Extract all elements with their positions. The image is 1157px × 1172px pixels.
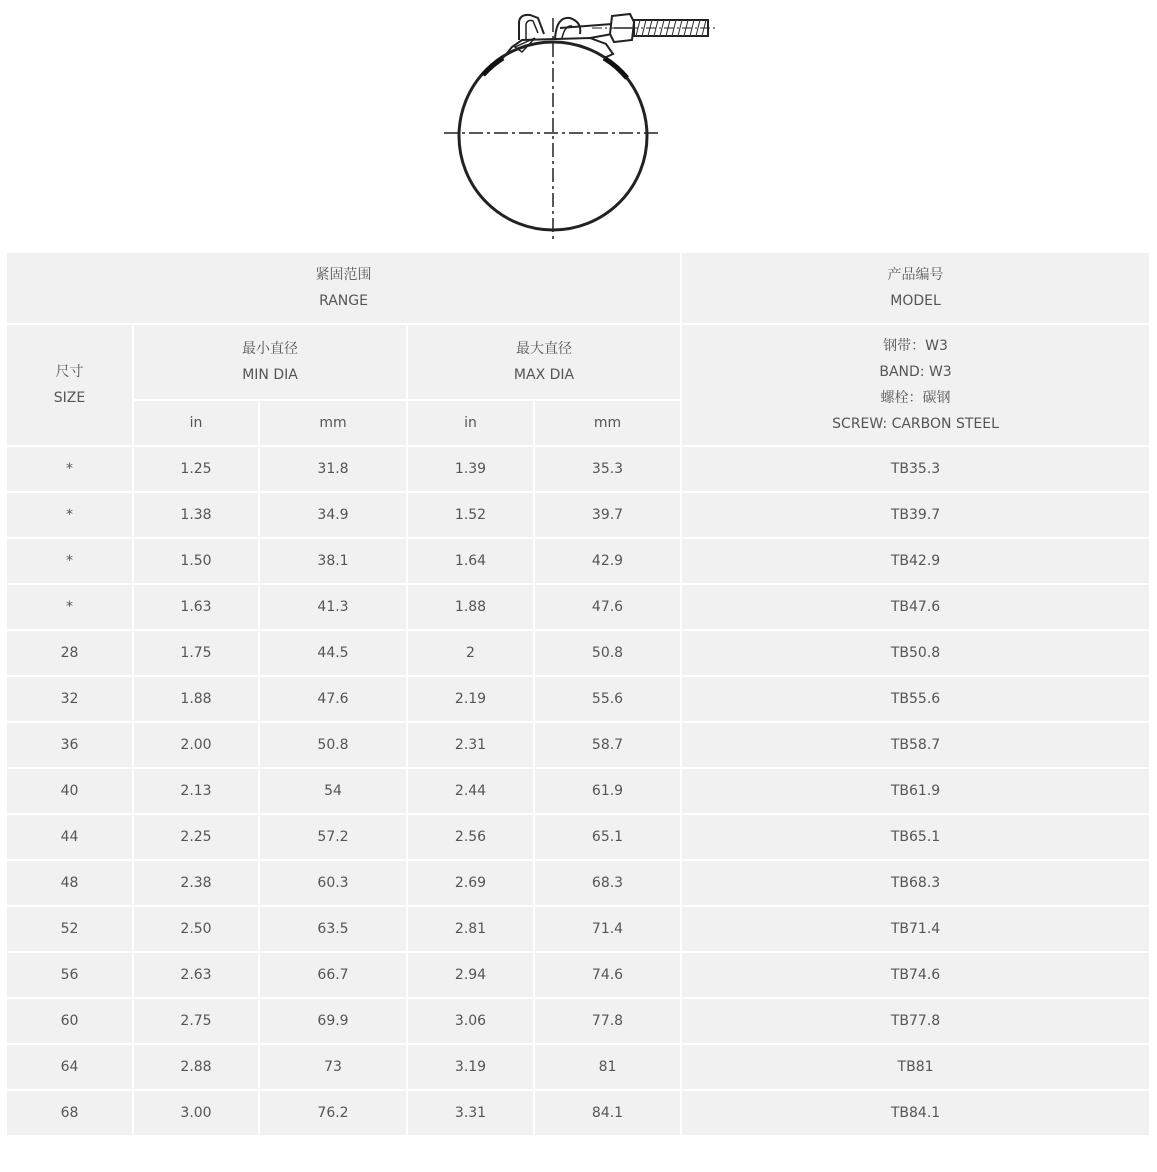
cell-model: TB39.7	[681, 492, 1150, 538]
material-header	[681, 324, 1150, 446]
min-dia-label-en: MIN DIA	[242, 367, 298, 383]
cell-max-mm: 55.6	[534, 676, 681, 722]
cell-min-mm: 69.9	[259, 998, 407, 1044]
min-dia-header	[133, 324, 407, 400]
cell-model: TB71.4	[681, 906, 1150, 952]
cell-max-mm: 77.8	[534, 998, 681, 1044]
table-row	[6, 492, 1150, 538]
cell-min-in: 1.38	[133, 492, 259, 538]
cell-min-in: 1.63	[133, 584, 259, 630]
range-label-zh: 紧固范围	[315, 267, 372, 283]
cell-max-mm: 71.4	[534, 906, 681, 952]
min-dia-label-zh: 最小直径	[242, 341, 298, 357]
cell-max-mm: 50.8	[534, 630, 681, 676]
clamp-drawing	[0, 0, 1157, 252]
clamp-drawing-svg	[0, 0, 1157, 252]
table-row	[6, 814, 1150, 860]
cell-max-mm: 47.6	[534, 584, 681, 630]
cell-model: TB55.6	[681, 676, 1150, 722]
cell-max-mm: 81	[534, 1044, 681, 1090]
cell-size: *	[6, 584, 133, 630]
cell-max-in: 2.56	[407, 814, 534, 860]
cell-model: TB81	[681, 1044, 1150, 1090]
cell-size: 44	[6, 814, 133, 860]
cell-size: 28	[6, 630, 133, 676]
size-header	[6, 324, 133, 446]
clamp-trunnion-inner	[526, 20, 538, 40]
table-row	[6, 906, 1150, 952]
unit-min-in: in	[133, 400, 259, 446]
cell-min-in: 3.00	[133, 1090, 259, 1136]
table-row	[6, 998, 1150, 1044]
cell-model: TB74.6	[681, 952, 1150, 998]
cell-size: *	[6, 492, 133, 538]
cell-max-in: 1.64	[407, 538, 534, 584]
table-row	[6, 538, 1150, 584]
cell-max-in: 1.88	[407, 584, 534, 630]
cell-min-mm: 47.6	[259, 676, 407, 722]
cell-size: 48	[6, 860, 133, 906]
cell-max-in: 3.06	[407, 998, 534, 1044]
cell-model: TB65.1	[681, 814, 1150, 860]
cell-size: *	[6, 446, 133, 492]
size-label-zh: 尺寸	[55, 364, 84, 380]
cell-size: 32	[6, 676, 133, 722]
cell-model: TB50.8	[681, 630, 1150, 676]
cell-model: TB47.6	[681, 584, 1150, 630]
table-body	[6, 252, 1150, 1136]
cell-model: TB58.7	[681, 722, 1150, 768]
cell-min-mm: 57.2	[259, 814, 407, 860]
cell-min-mm: 66.7	[259, 952, 407, 998]
cell-max-in: 3.31	[407, 1090, 534, 1136]
model-label-zh: 产品编号	[887, 267, 944, 283]
range-header	[6, 252, 681, 324]
cell-model: TB84.1	[681, 1090, 1150, 1136]
cell-max-in: 1.52	[407, 492, 534, 538]
model-label-en: MODEL	[890, 293, 941, 309]
cell-max-mm: 61.9	[534, 768, 681, 814]
cell-max-in: 2.31	[407, 722, 534, 768]
cell-max-mm: 65.1	[534, 814, 681, 860]
cell-size: 40	[6, 768, 133, 814]
cell-min-in: 2.50	[133, 906, 259, 952]
cell-max-mm: 84.1	[534, 1090, 681, 1136]
table-row	[6, 768, 1150, 814]
max-dia-header	[407, 324, 681, 400]
table-row	[6, 952, 1150, 998]
cell-min-in: 1.25	[133, 446, 259, 492]
cell-max-mm: 58.7	[534, 722, 681, 768]
cell-min-in: 2.75	[133, 998, 259, 1044]
size-label-en: SIZE	[53, 390, 86, 406]
cell-max-mm: 39.7	[534, 492, 681, 538]
cell-min-mm: 34.9	[259, 492, 407, 538]
screw-material-en: SCREW: CARBON STEEL	[832, 416, 999, 432]
band-material-zh: 钢带：W3	[883, 338, 948, 354]
cell-max-in: 2.94	[407, 952, 534, 998]
cell-size: 60	[6, 998, 133, 1044]
cell-size: 36	[6, 722, 133, 768]
table-row	[6, 630, 1150, 676]
cell-max-mm: 68.3	[534, 860, 681, 906]
cell-max-in: 2.69	[407, 860, 534, 906]
clamp-saddle	[555, 18, 580, 40]
cell-model: TB77.8	[681, 998, 1150, 1044]
screw-material-zh: 螺栓：碳钢	[880, 390, 951, 406]
table-row	[6, 676, 1150, 722]
cell-size: 68	[6, 1090, 133, 1136]
header-row-range	[6, 252, 1150, 324]
cell-max-in: 2.19	[407, 676, 534, 722]
table-row	[6, 446, 1150, 492]
table-row	[6, 1044, 1150, 1090]
cell-min-in: 2.00	[133, 722, 259, 768]
unit-max-mm: mm	[534, 400, 681, 446]
cell-size: 56	[6, 952, 133, 998]
table-row	[6, 1090, 1150, 1136]
cell-min-in: 2.13	[133, 768, 259, 814]
cell-max-mm: 35.3	[534, 446, 681, 492]
cell-model: TB35.3	[681, 446, 1150, 492]
band-end-right	[604, 58, 627, 78]
cell-min-in: 1.50	[133, 538, 259, 584]
unit-max-in: in	[407, 400, 534, 446]
cell-min-mm: 76.2	[259, 1090, 407, 1136]
cell-min-in: 2.88	[133, 1044, 259, 1090]
cell-min-in: 1.75	[133, 630, 259, 676]
cell-min-mm: 63.5	[259, 906, 407, 952]
bolt-shaft-lower	[590, 34, 612, 38]
cell-min-mm: 50.8	[259, 722, 407, 768]
cell-min-in: 2.25	[133, 814, 259, 860]
header-row-dia	[6, 324, 1150, 400]
cell-size: 52	[6, 906, 133, 952]
table-row	[6, 584, 1150, 630]
unit-min-mm: mm	[259, 400, 407, 446]
cell-max-in: 2	[407, 630, 534, 676]
cell-max-mm: 74.6	[534, 952, 681, 998]
cell-min-mm: 60.3	[259, 860, 407, 906]
cell-size: 64	[6, 1044, 133, 1090]
cell-max-in: 1.39	[407, 446, 534, 492]
cell-min-in: 2.63	[133, 952, 259, 998]
cell-model: TB61.9	[681, 768, 1150, 814]
cell-max-in: 2.44	[407, 768, 534, 814]
range-label-en: RANGE	[319, 293, 368, 309]
cell-size: *	[6, 538, 133, 584]
table-row	[6, 860, 1150, 906]
table-row	[6, 722, 1150, 768]
max-dia-label-zh: 最大直径	[516, 341, 573, 357]
cell-min-mm: 44.5	[259, 630, 407, 676]
cell-min-in: 2.38	[133, 860, 259, 906]
band-material-en: BAND: W3	[879, 364, 952, 380]
cell-max-mm: 42.9	[534, 538, 681, 584]
cell-min-mm: 73	[259, 1044, 407, 1090]
cell-min-mm: 54	[259, 768, 407, 814]
band-end-left	[483, 58, 503, 75]
specification-table	[5, 251, 1151, 1137]
cell-min-in: 1.88	[133, 676, 259, 722]
cell-model: TB68.3	[681, 860, 1150, 906]
cell-model: TB42.9	[681, 538, 1150, 584]
cell-min-mm: 41.3	[259, 584, 407, 630]
model-header	[681, 252, 1150, 324]
cell-max-in: 3.19	[407, 1044, 534, 1090]
clamp-trunnion	[519, 15, 544, 40]
cell-max-in: 2.81	[407, 906, 534, 952]
cell-min-mm: 31.8	[259, 446, 407, 492]
cell-min-mm: 38.1	[259, 538, 407, 584]
max-dia-label-en: MAX DIA	[513, 367, 575, 383]
